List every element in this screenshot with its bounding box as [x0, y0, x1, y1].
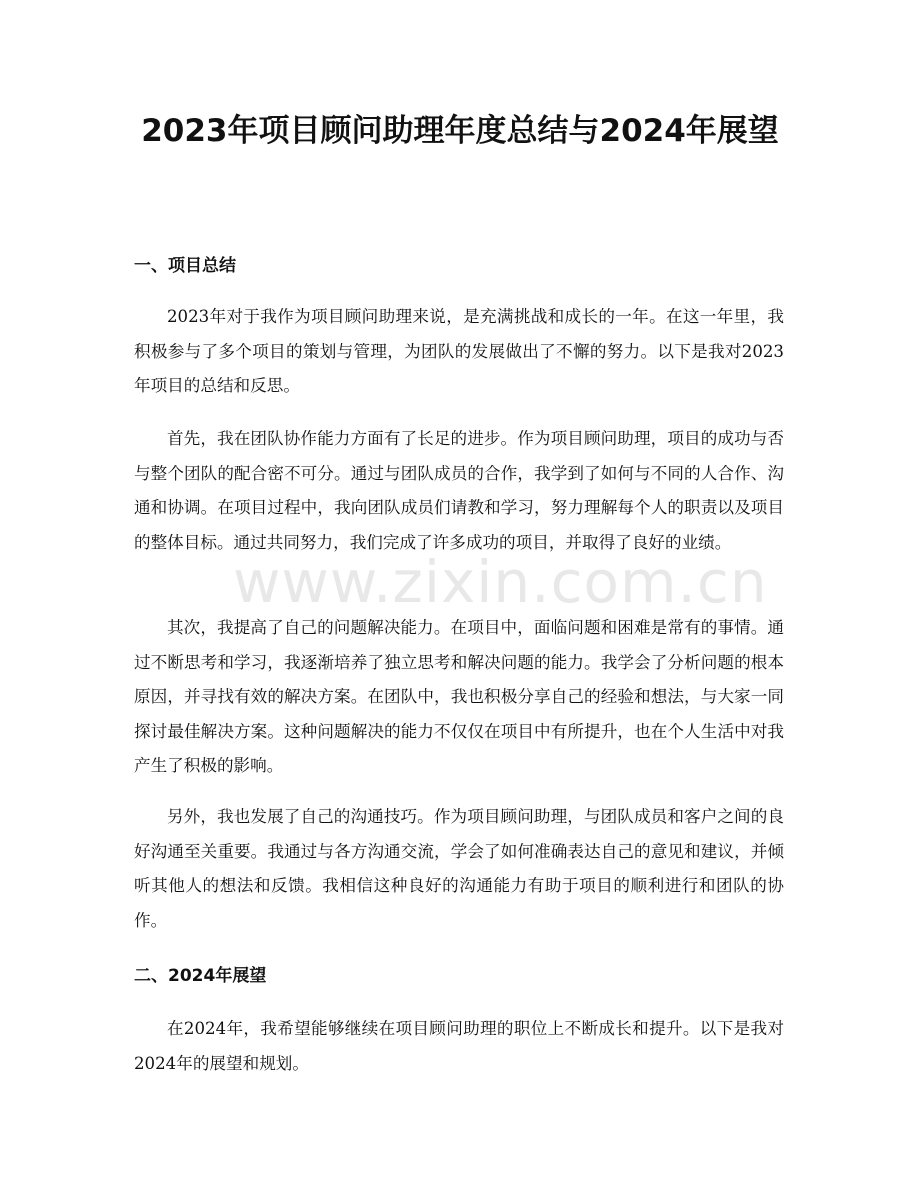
- paragraph: 其次，我提高了自己的问题解决能力。在项目中，面临问题和困难是常有的事情。通过不断思考和学习，我逐渐培养了独立思考和解决问题的能力。我学会了分析问题的根本原因，并寻找有效的解决方案。在团队中，我也积极分享自己的经验和想法，与大家一同探讨最佳解决方案。这种问题解决的能力不仅仅在项目中有所提升，也在个人生活中对我产生了积极的影响。: [134, 618, 784, 775]
- watermark: www.zixin.com.cn: [233, 548, 768, 616]
- paragraph: 在2024年，我希望能够继续在项目顾问助理的职位上不断成长和提升。以下是我对2024年的展望和规划。: [134, 1019, 784, 1073]
- section-heading-outlook: 二、2024年展望: [134, 966, 267, 986]
- paragraph: 2023年对于我作为项目顾问助理来说，是充满挑战和成长的一年。在这一年里，我积极参与了多个项目的策划与管理，为团队的发展做出了不懈的努力。以下是我对2023年项目的总结和反思。: [134, 307, 784, 395]
- paragraph: 另外，我也发展了自己的沟通技巧。作为项目顾问助理，与团队成员和客户之间的良好沟通至关重要。我通过与各方沟通交流，学会了如何准确表达自己的意见和建议，并倾听其他人的想法和反馈。我相信这种良好的沟通能力有助于项目的顺利进行和团队的协作。: [134, 807, 784, 930]
- section-heading-summary: 一、项目总结: [134, 256, 236, 276]
- paragraph: 首先，我在团队协作能力方面有了长足的进步。作为项目顾问助理，项目的成功与否与整个团队的配合密不可分。通过与团队成员的合作，我学到了如何与不同的人合作、沟通和协调。在项目过程中，我向团队成员们请教和学习，努力理解每个人的职责以及项目的整体目标。通过共同努力，我们完成了许多成功的项目，并取得了良好的业绩。: [134, 429, 784, 552]
- document-title: 2023年项目顾问助理年度总结与2024年展望: [141, 113, 779, 149]
